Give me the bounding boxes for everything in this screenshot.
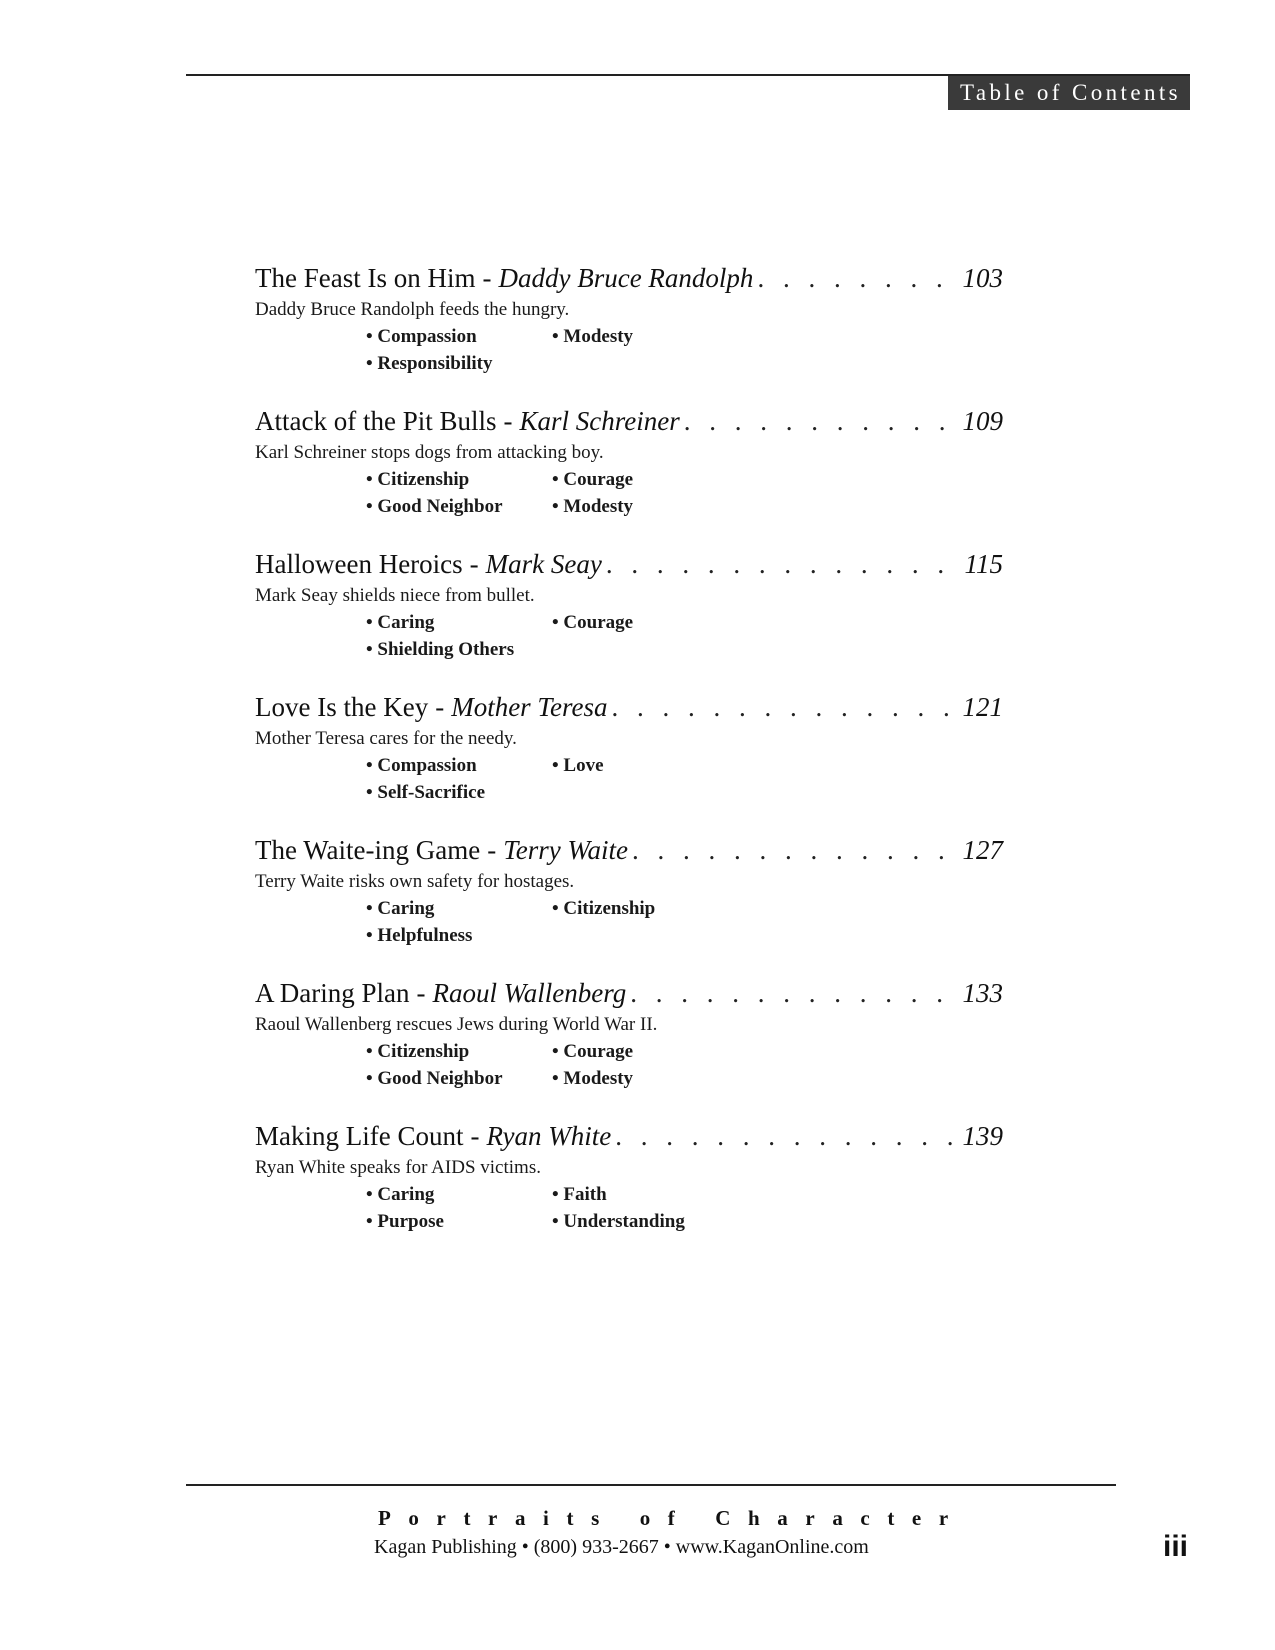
trait-item: • Responsibility (366, 353, 493, 374)
trait-item: • Modesty (552, 1068, 634, 1089)
story-title: Making Life Count (255, 1121, 464, 1151)
toc-entry-heading (255, 1116, 1003, 1156)
trait-item: • Citizenship (366, 1041, 470, 1062)
toc-entry-heading (255, 544, 1003, 584)
section-header-tab: Table of Contents (948, 76, 1190, 110)
story-title: The Waite-ing Game (255, 835, 481, 865)
trait-item: • Modesty (552, 496, 634, 517)
trait-item: • Courage (552, 1041, 634, 1062)
story-description: Raoul Wallenberg rescues Jews during World War II. (255, 1014, 658, 1035)
story-title: A Daring Plan (255, 978, 410, 1008)
toc-entry-heading (255, 401, 1003, 441)
story-title: Halloween Heroics (255, 549, 463, 579)
title-separator: - (416, 978, 426, 1008)
page-reference: 115 (964, 549, 1003, 579)
toc-entry (255, 830, 1003, 949)
page-reference: 133 (962, 978, 1003, 1008)
character-traits (366, 1181, 1003, 1235)
story-description: Terry Waite risks own safety for hostages. (255, 871, 575, 892)
trait-item: • Courage (552, 612, 634, 633)
trait-item: • Good Neighbor (366, 1068, 503, 1089)
trait-item: • Shielding Others (366, 639, 515, 660)
trait-item: • Caring (366, 1184, 435, 1205)
footer-publisher-line: Kagan Publishing • (800) 933-2667 • www.KaganOnline.com (374, 1536, 869, 1558)
story-description: Karl Schreiner stops dogs from attacking boy. (255, 442, 604, 463)
title-separator: - (503, 406, 513, 436)
character-traits (366, 752, 1003, 806)
trait-item: • Love (552, 755, 604, 776)
toc-entry (255, 258, 1003, 377)
trait-item: • Compassion (366, 326, 477, 347)
trait-item: • Compassion (366, 755, 477, 776)
toc-entry-heading (255, 687, 1003, 727)
footer-rule (186, 1484, 1116, 1486)
person-name: Mother Teresa (451, 692, 608, 722)
character-traits (366, 895, 1003, 949)
story-title: Love Is the Key (255, 692, 429, 722)
trait-item: • Understanding (552, 1211, 685, 1232)
person-name: Ryan White (486, 1121, 612, 1151)
character-traits (366, 1038, 1003, 1092)
footer-series-title: Portraits of Character (378, 1506, 966, 1530)
title-separator: - (470, 1121, 480, 1151)
dot-leader (611, 687, 956, 727)
dot-leader (757, 258, 956, 298)
dot-leader (684, 401, 957, 441)
title-separator: - (487, 835, 497, 865)
trait-item: • Caring (366, 898, 435, 919)
story-title: Attack of the Pit Bulls (255, 406, 497, 436)
toc-entry-heading (255, 258, 1003, 298)
story-title: The Feast Is on Him (255, 263, 476, 293)
title-separator: - (435, 692, 445, 722)
title-separator: - (469, 549, 479, 579)
page-reference: 121 (962, 692, 1003, 722)
page-reference: 109 (962, 406, 1003, 436)
trait-item: • Citizenship (366, 469, 470, 490)
story-description: Daddy Bruce Randolph feeds the hungry. (255, 299, 570, 320)
page-reference: 127 (962, 835, 1003, 865)
dot-leader (615, 1116, 956, 1156)
trait-item: • Good Neighbor (366, 496, 503, 517)
trait-item: • Citizenship (552, 898, 656, 919)
story-description: Mother Teresa cares for the needy. (255, 728, 517, 749)
toc-entry (255, 401, 1003, 520)
trait-item: • Courage (552, 469, 634, 490)
character-traits (366, 609, 1003, 663)
story-description: Ryan White speaks for AIDS victims. (255, 1157, 541, 1178)
toc-entry (255, 1116, 1003, 1235)
story-description: Mark Seay shields niece from bullet. (255, 585, 535, 606)
person-name: Raoul Wallenberg (432, 978, 627, 1008)
page-reference: 139 (962, 1121, 1003, 1151)
trait-item: • Purpose (366, 1211, 444, 1232)
character-traits (366, 466, 1003, 520)
trait-item: • Modesty (552, 326, 634, 347)
dot-leader (630, 973, 956, 1013)
person-name: Karl Schreiner (519, 406, 680, 436)
trait-item: • Caring (366, 612, 435, 633)
toc-entry (255, 544, 1003, 663)
toc-entry-heading (255, 830, 1003, 870)
table-of-contents (255, 258, 1003, 1259)
character-traits (366, 323, 1003, 377)
dot-leader (606, 544, 959, 584)
title-separator: - (482, 263, 492, 293)
page-number: iii (1163, 1530, 1189, 1563)
toc-entry (255, 687, 1003, 806)
person-name: Mark Seay (485, 549, 602, 579)
person-name: Terry Waite (503, 835, 629, 865)
page-reference: 103 (962, 263, 1003, 293)
dot-leader (632, 830, 956, 870)
trait-item: • Helpfulness (366, 925, 473, 946)
trait-item: • Faith (552, 1184, 607, 1205)
toc-entry (255, 973, 1003, 1092)
trait-item: • Self-Sacrifice (366, 782, 486, 803)
person-name: Daddy Bruce Randolph (498, 263, 754, 293)
toc-entry-heading (255, 973, 1003, 1013)
